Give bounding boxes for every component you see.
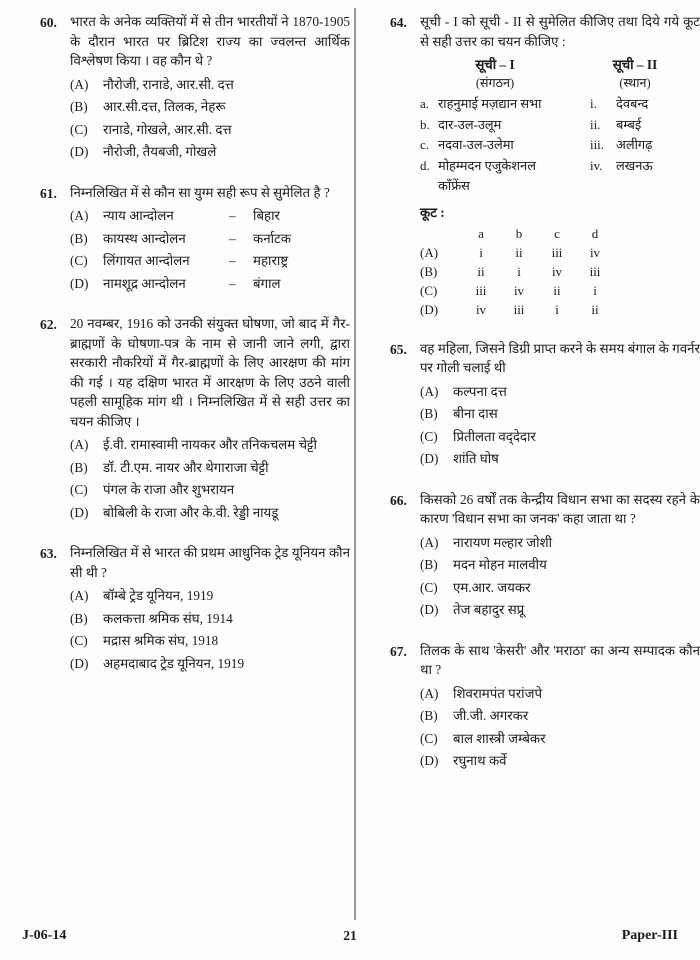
option-label: (C) — [420, 428, 438, 444]
option-b[interactable] — [420, 404, 700, 423]
pair-value: महाराष्ट्र — [253, 253, 289, 268]
question-text: सूची - I को सूची - II से सुमेलित कीजिए तथा दिये गये कूट से सही उत्तर का चयन कीजिए : — [420, 14, 700, 49]
match-row — [420, 157, 700, 176]
option-c[interactable] — [420, 578, 700, 597]
option-label: (D) — [70, 275, 89, 291]
option-c[interactable] — [420, 427, 700, 446]
option-label: (C) — [70, 121, 88, 137]
code-value: iv — [589, 244, 601, 260]
question-number: 66. — [390, 492, 407, 508]
option-label: (C) — [420, 282, 438, 298]
code-value: ii — [477, 263, 485, 279]
option-text: रानाडे, गोखले, आर.सी. दत्त — [103, 121, 232, 137]
pair-term: कायस्थ आन्दोलन — [103, 230, 186, 246]
list-1-value-continued: कॉंफ्रेंस — [438, 179, 470, 193]
option-label: (D) — [420, 602, 439, 617]
option-a[interactable] — [420, 533, 700, 552]
question-text: किसको 26 वर्षों तक केन्द्रीय विधान सभा का सदस्य रहने के कारण 'विधान सभा का जनक' कहा जाता था ? — [420, 491, 700, 526]
question-body — [420, 641, 700, 774]
option-label: (D) — [70, 144, 89, 159]
question-body — [70, 314, 350, 525]
code-value: i — [555, 301, 559, 317]
option-text: बाल शास्त्री जम्बेकर — [453, 730, 546, 746]
match-list-subheaders — [420, 74, 700, 92]
option-text: नौरोजी, तैयबजी, गोखले — [103, 144, 217, 159]
options-list — [420, 382, 700, 469]
list-1-value: नदवा-उल-उलेमा — [438, 138, 514, 152]
code-value: ii — [515, 244, 523, 260]
pair-dash: – — [229, 275, 236, 291]
list-1-title: सूची – I — [475, 57, 515, 72]
option-a[interactable] — [70, 435, 350, 454]
question-62 — [40, 314, 350, 525]
list-1-key: d. — [420, 158, 430, 173]
options-list — [70, 75, 350, 162]
option-text: कलकत्ता श्रमिक संघ, 1914 — [103, 610, 233, 626]
column-divider — [354, 8, 356, 920]
pair-term: न्याय आन्दोलन — [103, 208, 174, 223]
option-b[interactable] — [420, 706, 700, 725]
options-list — [420, 533, 700, 620]
code-value: iii — [513, 301, 525, 317]
question-number: 62. — [40, 317, 57, 332]
option-label: (B) — [70, 99, 88, 114]
question-number: 65. — [390, 341, 407, 357]
option-label: (A) — [420, 383, 439, 399]
option-a[interactable] — [70, 206, 350, 225]
code-header-a: a — [478, 225, 484, 241]
option-label: (B) — [70, 230, 88, 246]
option-text: आर.सी.दत्त, तिलक, नेहरू — [103, 99, 226, 114]
list-2-value: अलीगढ़ — [616, 138, 653, 152]
question-body — [420, 490, 700, 623]
code-option-a[interactable] — [420, 243, 700, 262]
code-value: ii — [591, 301, 599, 317]
pair-value: कर्नाटक — [253, 230, 291, 246]
option-label: (A) — [420, 534, 439, 550]
code-table — [420, 224, 700, 319]
option-text: बीना दास — [453, 406, 498, 421]
option-text: मदन मोहन मालवीय — [453, 557, 547, 572]
code-value: iii — [589, 263, 601, 279]
option-text: कल्पना दत्त — [453, 383, 507, 399]
option-c[interactable] — [70, 120, 350, 139]
code-value: i — [517, 263, 521, 279]
list-2-value: लखनऊ — [616, 158, 653, 173]
right-column — [390, 12, 700, 789]
question-body — [70, 12, 350, 165]
match-row — [420, 136, 700, 155]
option-d[interactable] — [420, 751, 700, 770]
list-1-key: b. — [420, 117, 430, 132]
pair-dash: – — [229, 208, 236, 223]
option-d[interactable] — [420, 449, 700, 468]
question-text: भारत के अनेक व्यक्तियों में से तीन भारतीयों ने 1870-1905 के दौरान भारत पर ब्रिटिश राज्य का ज्वलन्त आर्थिक विश्लेषण किया । वह कौन थे ? — [70, 14, 350, 68]
option-text: शांति घोष — [453, 451, 499, 466]
option-pair — [103, 206, 350, 225]
list-1-value: दार-उल-उलूम — [438, 117, 502, 132]
option-pair — [103, 251, 350, 270]
option-label: (A) — [70, 437, 89, 452]
page-footer — [0, 924, 700, 944]
question-body — [70, 543, 350, 676]
option-label: (C) — [70, 482, 88, 497]
code-value: i — [479, 244, 483, 260]
question-body — [420, 339, 700, 472]
option-label: (C) — [420, 730, 438, 746]
option-label: (C) — [70, 633, 88, 648]
option-text: मद्रास श्रमिक संघ, 1918 — [103, 633, 219, 648]
option-label: (B) — [420, 557, 438, 572]
option-c[interactable] — [70, 480, 350, 499]
list-2-key: iii. — [590, 138, 604, 152]
question-number: 67. — [390, 643, 407, 659]
option-b[interactable] — [420, 555, 700, 574]
option-label: (A) — [70, 588, 89, 603]
option-d[interactable] — [70, 274, 350, 293]
option-b[interactable] — [70, 458, 350, 477]
option-text: बॉम्बे ट्रेड यूनियन, 1919 — [103, 588, 214, 603]
option-text: नारायण मल्हार जोशी — [453, 534, 553, 550]
options-list — [70, 586, 350, 673]
option-c[interactable] — [70, 631, 350, 650]
question-number: 61. — [40, 185, 57, 201]
option-label: (B) — [420, 708, 438, 723]
option-c[interactable] — [420, 729, 700, 748]
option-text: ई.वी. रामास्वामी नायकर और तनिकचलम चेट्टी — [103, 437, 317, 452]
option-text: बोबिली के राजा और के.वी. रेड्डी नायडू — [103, 504, 279, 520]
code-label: कूट : — [420, 204, 445, 220]
option-a[interactable] — [420, 382, 700, 401]
question-number: 64. — [390, 15, 407, 30]
question-64 — [390, 12, 700, 319]
question-body — [420, 12, 700, 319]
pair-term: नामशूद्र आन्दोलन — [103, 275, 186, 291]
option-d[interactable] — [70, 503, 350, 522]
question-60 — [40, 12, 350, 165]
pair-value: बिहार — [253, 208, 280, 223]
option-c[interactable] — [70, 251, 350, 270]
question-66 — [390, 490, 700, 623]
pair-dash: – — [229, 253, 236, 268]
option-label: (A) — [70, 76, 89, 92]
code-header-b: b — [515, 225, 523, 241]
option-label: (D) — [70, 504, 89, 520]
option-text: एम.आर. जयकर — [453, 579, 531, 595]
list-2-value: देवबन्द — [616, 97, 649, 111]
option-text: जी.जी. अगरकर — [453, 708, 529, 723]
question-text: तिलक के साथ 'केसरी' और 'मराठा' का अन्य सम्पादक कौन था ? — [420, 642, 700, 677]
match-row — [420, 116, 700, 135]
list-1-key: a. — [420, 97, 429, 111]
option-pair — [103, 274, 350, 293]
option-label: (D) — [70, 655, 89, 671]
option-d[interactable] — [70, 142, 350, 161]
question-61 — [40, 183, 350, 297]
option-label: (C) — [70, 253, 88, 268]
page-number: 21 — [343, 928, 357, 943]
option-a[interactable] — [70, 75, 350, 94]
list-2-key: iv. — [590, 158, 603, 173]
list-1-subtitle: (संगठन) — [475, 76, 515, 90]
paper-code: J-06-14 — [22, 928, 67, 943]
option-pair — [103, 229, 350, 248]
question-body — [70, 183, 350, 297]
option-text: पंगल के राजा और शुभरायन — [103, 482, 235, 497]
code-option-c[interactable] — [420, 281, 700, 300]
option-label: (B) — [420, 406, 438, 421]
option-text: तेज बहादुर सप्रू — [453, 602, 525, 617]
code-option-d[interactable] — [420, 300, 700, 319]
option-b[interactable] — [70, 97, 350, 116]
options-list — [70, 206, 350, 293]
question-number: 60. — [40, 15, 57, 30]
question-67 — [390, 641, 700, 774]
pair-dash: – — [229, 230, 236, 246]
option-text: नौरोजी, रानाडे, आर.सी. दत्त — [103, 76, 234, 92]
pair-value: बंगाल — [253, 275, 281, 291]
code-value: iv — [475, 301, 487, 317]
code-value: iv — [551, 263, 563, 279]
code-value: i — [593, 282, 597, 298]
options-list — [420, 684, 700, 771]
option-label: (B) — [70, 610, 88, 626]
option-d[interactable] — [70, 654, 350, 673]
code-value: ii — [553, 282, 561, 298]
code-value: iii — [551, 244, 563, 260]
list-1-value: मोहम्मदन एजुकेशनल — [438, 158, 536, 173]
option-label: (A) — [420, 685, 439, 701]
code-header-spacer — [420, 224, 462, 243]
option-text: प्रितीलता वद्‌देदार — [453, 428, 536, 444]
option-text: रघुनाथ कर्वे — [453, 753, 507, 768]
option-text: अहमदाबाद ट्रेड यूनियन, 1919 — [103, 655, 245, 671]
option-a[interactable] — [70, 586, 350, 605]
question-text: 20 नवम्बर, 1916 को उनकी संयुक्त घोषणा, जो बाद में गैर-ब्राह्मणों के घोषणा-पत्र के नाम से जानी जाने लगी, द्वारा सरकारी नौकरियों में गैर-ब्राह्मणों के लिए आरक्षण की मांग की गई । यह दक्षिण भारत में आरक्षण के लिए उठने वाली पहली सामूहिक मांग थी । निम्नलिखित में से सही उत्तर का चयन कीजिए । — [70, 316, 350, 429]
option-b[interactable] — [70, 229, 350, 248]
paper-label: Paper-III — [621, 928, 678, 943]
code-option-b[interactable] — [420, 262, 700, 281]
left-column — [40, 12, 350, 691]
list-1-key: c. — [420, 138, 429, 152]
list-2-key: i. — [590, 97, 597, 111]
option-label: (B) — [420, 263, 438, 279]
option-text: डॉ. टी.एम. नायर और थेगाराजा चेट्टी — [103, 459, 269, 475]
list-2-title: सूची – II — [612, 57, 658, 72]
question-text: निम्नलिखित में से कौन सा युग्म सही रूप से सुमेलित है ? — [70, 184, 330, 200]
question-text: निम्नलिखित में से भारत की प्रथम आधुनिक ट्रेड यूनियन कौन सी थी ? — [70, 545, 350, 580]
code-header-row — [420, 224, 700, 243]
pair-term: लिंगायत आन्दोलन — [103, 253, 190, 268]
code-value: iv — [513, 282, 525, 298]
option-label: (D) — [420, 451, 439, 466]
code-value: iii — [475, 282, 487, 298]
question-number: 63. — [40, 546, 57, 561]
question-65 — [390, 339, 700, 472]
match-rows — [420, 95, 700, 196]
option-b[interactable] — [70, 609, 350, 628]
option-label: (A) — [420, 244, 439, 260]
option-label: (C) — [420, 579, 438, 595]
question-63 — [40, 543, 350, 676]
option-label: (D) — [420, 301, 439, 317]
option-label: (D) — [420, 753, 439, 768]
question-text: वह महिला, जिसने डिग्री प्राप्त करने के समय बंगाल के गवर्नर पर गोली चलाई थी — [420, 340, 700, 375]
list-1-value: राहनुमाई मज़द्यान सभा — [438, 97, 542, 111]
options-list — [70, 435, 350, 522]
list-2-subtitle: (स्थान) — [619, 76, 651, 90]
list-2-key: ii. — [590, 117, 601, 132]
code-header-c: c — [554, 225, 560, 241]
option-label: (A) — [70, 208, 89, 223]
list-2-value: बम्बई — [616, 117, 642, 132]
match-row — [420, 95, 700, 114]
option-text: शिवरामपंत परांजपे — [453, 685, 543, 701]
code-header-d: d — [591, 225, 599, 241]
option-d[interactable] — [420, 600, 700, 619]
match-list-headers — [420, 55, 700, 74]
option-label: (B) — [70, 459, 88, 475]
option-a[interactable] — [420, 684, 700, 703]
